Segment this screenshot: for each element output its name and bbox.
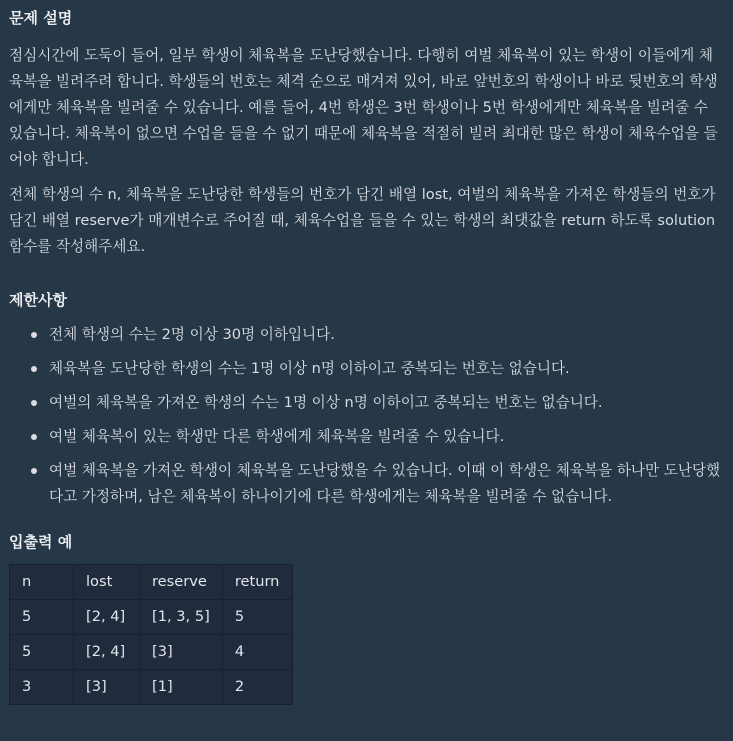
- io-example-heading: 입출력 예: [9, 533, 73, 551]
- cell-lost: [2, 4]: [74, 600, 140, 635]
- cell-n: 5: [10, 600, 74, 635]
- cell-lost: [3]: [74, 670, 140, 705]
- header-n: n: [10, 565, 74, 600]
- limits-heading: 제한사항: [9, 291, 67, 309]
- description-paragraph-1: 점심시간에 도둑이 들어, 일부 학생이 체육복을 도난당했습니다. 다행히 여벌 체육복이 있는 학생이 이들에게 체육복을 빌려주려 합니다. 학생들의 번호는 체격 순으로 매겨져 있어, 바로 앞번호의 학생이나 바로 뒷번호의 학생에게만 체육복을 빌려줄 수 있습니다. 예를 들어, 4번 학생은 3번 학생이나 5번 학생에게만 체육복을 빌려줄 수 있습니다. 체육복이 없으면 수업을 들을 수 없기 때문에 체육복을 적절히 빌려 최대한 많은 학생이 체육수업을 들어야 합니다.: [9, 47, 718, 168]
- cell-reserve: [1]: [140, 670, 223, 705]
- cell-return: 4: [222, 635, 292, 670]
- limit-item: 체육복을 도난당한 학생의 수는 1명 이상 n명 이하이고 중복되는 번호는 없습니다.: [25, 356, 723, 382]
- cell-reserve: [1, 3, 5]: [140, 600, 223, 635]
- header-return: return: [222, 565, 292, 600]
- limit-item: 여벌 체육복을 가져온 학생이 체육복을 도난당했을 수 있습니다. 이때 이 학생은 체육복을 하나만 도난당했다고 가정하며, 남은 체육복이 하나이기에 다른 학생에게는 체육복을 빌려줄 수 없습니다.: [25, 458, 723, 510]
- description-paragraph-2: 전체 학생의 수 n, 체육복을 도난당한 학생들의 번호가 담긴 배열 lost, 여벌의 체육복을 가져온 학생들의 번호가 담긴 배열 reserve가 매개변수로 주어질 때, 체육수업을 들을 수 있는 학생의 최댓값을 return 하도록 solution 함수를 작성해주세요.: [9, 186, 716, 255]
- cell-lost: [2, 4]: [74, 635, 140, 670]
- table-header-row: [10, 565, 293, 600]
- limit-item: 전체 학생의 수는 2명 이상 30명 이하입니다.: [25, 322, 723, 348]
- description-heading: 문제 설명: [9, 9, 73, 27]
- cell-n: 5: [10, 635, 74, 670]
- cell-return: 2: [222, 670, 292, 705]
- limits-list: [9, 322, 723, 510]
- table-row: [10, 670, 293, 705]
- cell-reserve: [3]: [140, 635, 223, 670]
- table-row: [10, 635, 293, 670]
- limit-item: 여벌의 체육복을 가져온 학생의 수는 1명 이상 n명 이하이고 중복되는 번호는 없습니다.: [25, 390, 723, 416]
- limit-item: 여벌 체육복이 있는 학생만 다른 학생에게 체육복을 빌려줄 수 있습니다.: [25, 424, 723, 450]
- cell-return: 5: [222, 600, 292, 635]
- io-example-table: [9, 564, 293, 705]
- header-reserve: reserve: [140, 565, 223, 600]
- table-row: [10, 600, 293, 635]
- cell-n: 3: [10, 670, 74, 705]
- header-lost: lost: [74, 565, 140, 600]
